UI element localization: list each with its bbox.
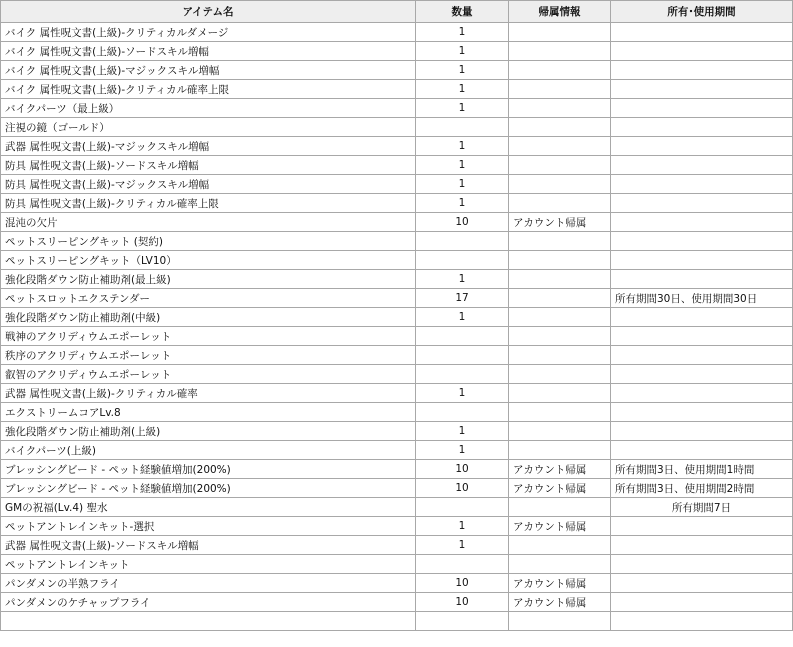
table-body xyxy=(1,23,793,631)
header-item-name: アイテム名 xyxy=(1,1,416,23)
binding-cell xyxy=(509,384,611,403)
period-cell xyxy=(611,593,793,612)
table-row xyxy=(1,23,793,42)
table-row xyxy=(1,61,793,80)
period-cell xyxy=(611,232,793,251)
table-row xyxy=(1,99,793,118)
item-name-cell: 秩序のアクリディウムエポーレット xyxy=(1,346,416,365)
period-cell xyxy=(611,175,793,194)
period-cell xyxy=(611,213,793,232)
period-cell xyxy=(611,555,793,574)
table-row xyxy=(1,384,793,403)
quantity-cell: 1 xyxy=(416,517,509,536)
table-row xyxy=(1,308,793,327)
table-row xyxy=(1,251,793,270)
item-name-cell: 武器 属性呪文書(上級)-クリティカル確率 xyxy=(1,384,416,403)
table-row xyxy=(1,213,793,232)
binding-cell xyxy=(509,175,611,194)
period-cell xyxy=(611,517,793,536)
item-name-cell: 混沌の欠片 xyxy=(1,213,416,232)
item-name-cell: 強化段階ダウン防止補助剤(中級) xyxy=(1,308,416,327)
item-name-cell: 武器 属性呪文書(上級)-マジックスキル増幅 xyxy=(1,137,416,156)
binding-cell xyxy=(509,536,611,555)
table-row xyxy=(1,498,793,517)
header-binding: 帰属情報 xyxy=(509,1,611,23)
quantity-cell xyxy=(416,612,509,631)
item-name-cell: ペットアントレインキット xyxy=(1,555,416,574)
binding-cell xyxy=(509,289,611,308)
period-cell: 所有期間3日、使用期間2時間 xyxy=(611,479,793,498)
table-row xyxy=(1,574,793,593)
binding-cell xyxy=(509,156,611,175)
item-name-cell: ブレッシングビード - ペット経験値増加(200%) xyxy=(1,479,416,498)
period-cell xyxy=(611,365,793,384)
item-name-cell: ブレッシングビード - ペット経験値増加(200%) xyxy=(1,460,416,479)
binding-cell xyxy=(509,232,611,251)
period-cell xyxy=(611,251,793,270)
binding-cell xyxy=(509,23,611,42)
header-row xyxy=(1,1,793,23)
table-row xyxy=(1,460,793,479)
period-cell xyxy=(611,137,793,156)
item-name-cell: 防具 属性呪文書(上級)-クリティカル確率上限 xyxy=(1,194,416,213)
period-cell xyxy=(611,403,793,422)
binding-cell xyxy=(509,194,611,213)
table-row xyxy=(1,118,793,137)
item-name-cell xyxy=(1,612,416,631)
binding-cell xyxy=(509,118,611,137)
binding-cell xyxy=(509,308,611,327)
quantity-cell xyxy=(416,365,509,384)
period-cell xyxy=(611,156,793,175)
header-period: 所有･使用期間 xyxy=(611,1,793,23)
table-row xyxy=(1,517,793,536)
binding-cell xyxy=(509,270,611,289)
quantity-cell: 1 xyxy=(416,156,509,175)
period-cell xyxy=(611,118,793,137)
binding-cell xyxy=(509,327,611,346)
quantity-cell: 1 xyxy=(416,61,509,80)
quantity-cell: 10 xyxy=(416,479,509,498)
period-cell: 所有期間3日、使用期間1時間 xyxy=(611,460,793,479)
item-name-cell: ペットスリーピングキット（LV10） xyxy=(1,251,416,270)
binding-cell: アカウント帰属 xyxy=(509,460,611,479)
quantity-cell xyxy=(416,555,509,574)
binding-cell xyxy=(509,555,611,574)
binding-cell xyxy=(509,42,611,61)
binding-cell xyxy=(509,403,611,422)
quantity-cell: 10 xyxy=(416,574,509,593)
binding-cell: アカウント帰属 xyxy=(509,517,611,536)
table-row xyxy=(1,365,793,384)
period-cell xyxy=(611,441,793,460)
binding-cell xyxy=(509,498,611,517)
period-cell xyxy=(611,23,793,42)
quantity-cell: 1 xyxy=(416,270,509,289)
quantity-cell: 1 xyxy=(416,536,509,555)
quantity-cell xyxy=(416,327,509,346)
binding-cell xyxy=(509,99,611,118)
period-cell xyxy=(611,308,793,327)
period-cell: 所有期間7日 xyxy=(611,498,793,517)
binding-cell xyxy=(509,422,611,441)
period-cell xyxy=(611,327,793,346)
quantity-cell xyxy=(416,232,509,251)
table-row xyxy=(1,175,793,194)
item-name-cell: バイク 属性呪文書(上級)-マジックスキル増幅 xyxy=(1,61,416,80)
period-cell xyxy=(611,536,793,555)
binding-cell: アカウント帰属 xyxy=(509,593,611,612)
item-name-cell: バイクパーツ（最上級） xyxy=(1,99,416,118)
quantity-cell: 1 xyxy=(416,194,509,213)
table-row xyxy=(1,137,793,156)
item-name-cell: 防具 属性呪文書(上級)-ソードスキル増幅 xyxy=(1,156,416,175)
binding-cell xyxy=(509,441,611,460)
item-name-cell: 叡智のアクリディウムエポーレット xyxy=(1,365,416,384)
item-name-cell: パンダメンの半熟フライ xyxy=(1,574,416,593)
table-row xyxy=(1,612,793,631)
quantity-cell xyxy=(416,118,509,137)
item-name-cell: ペットアントレインキット-選択 xyxy=(1,517,416,536)
table-row xyxy=(1,479,793,498)
quantity-cell: 1 xyxy=(416,137,509,156)
item-name-cell: 強化段階ダウン防止補助剤(上級) xyxy=(1,422,416,441)
quantity-cell: 1 xyxy=(416,80,509,99)
quantity-cell: 17 xyxy=(416,289,509,308)
binding-cell xyxy=(509,137,611,156)
quantity-cell: 1 xyxy=(416,441,509,460)
period-cell xyxy=(611,42,793,61)
quantity-cell: 1 xyxy=(416,42,509,61)
item-name-cell: パンダメンのケチャップフライ xyxy=(1,593,416,612)
item-name-cell: 注視の鏡（ゴールド） xyxy=(1,118,416,137)
table-row xyxy=(1,80,793,99)
period-cell xyxy=(611,194,793,213)
binding-cell xyxy=(509,80,611,99)
binding-cell xyxy=(509,346,611,365)
table-row xyxy=(1,422,793,441)
table-header xyxy=(1,1,793,23)
quantity-cell: 10 xyxy=(416,593,509,612)
binding-cell xyxy=(509,61,611,80)
table-row xyxy=(1,156,793,175)
table-row xyxy=(1,327,793,346)
item-name-cell: 戦神のアクリディウムエポーレット xyxy=(1,327,416,346)
binding-cell xyxy=(509,251,611,270)
item-name-cell: エクストリームコアLv.8 xyxy=(1,403,416,422)
item-name-cell: バイクパーツ(上級) xyxy=(1,441,416,460)
table-row xyxy=(1,593,793,612)
binding-cell xyxy=(509,612,611,631)
period-cell xyxy=(611,422,793,441)
period-cell xyxy=(611,80,793,99)
item-name-cell: GMの祝福(Lv.4) 聖水 xyxy=(1,498,416,517)
item-name-cell: ペットスリーピングキット (契約) xyxy=(1,232,416,251)
table-row xyxy=(1,270,793,289)
quantity-cell xyxy=(416,346,509,365)
period-cell: 所有期間30日、使用期間30日 xyxy=(611,289,793,308)
header-quantity: 数量 xyxy=(416,1,509,23)
binding-cell xyxy=(509,365,611,384)
table-row xyxy=(1,289,793,308)
table-row xyxy=(1,555,793,574)
quantity-cell: 10 xyxy=(416,460,509,479)
period-cell xyxy=(611,574,793,593)
binding-cell: アカウント帰属 xyxy=(509,479,611,498)
item-name-cell: 防具 属性呪文書(上級)-マジックスキル増幅 xyxy=(1,175,416,194)
period-cell xyxy=(611,99,793,118)
quantity-cell: 1 xyxy=(416,23,509,42)
quantity-cell xyxy=(416,498,509,517)
table-row xyxy=(1,42,793,61)
item-name-cell: バイク 属性呪文書(上級)-ソードスキル増幅 xyxy=(1,42,416,61)
binding-cell: アカウント帰属 xyxy=(509,574,611,593)
item-name-cell: ペットスロットエクステンダー xyxy=(1,289,416,308)
item-name-cell: バイク 属性呪文書(上級)-クリティカル確率上限 xyxy=(1,80,416,99)
period-cell xyxy=(611,61,793,80)
period-cell xyxy=(611,346,793,365)
quantity-cell: 1 xyxy=(416,175,509,194)
table-row xyxy=(1,403,793,422)
quantity-cell: 10 xyxy=(416,213,509,232)
table-row xyxy=(1,346,793,365)
quantity-cell: 1 xyxy=(416,422,509,441)
item-name-cell: バイク 属性呪文書(上級)-クリティカルダメージ xyxy=(1,23,416,42)
item-name-cell: 強化段階ダウン防止補助剤(最上級) xyxy=(1,270,416,289)
quantity-cell xyxy=(416,251,509,270)
quantity-cell: 1 xyxy=(416,384,509,403)
period-cell xyxy=(611,612,793,631)
quantity-cell: 1 xyxy=(416,99,509,118)
quantity-cell: 1 xyxy=(416,308,509,327)
item-name-cell: 武器 属性呪文書(上級)-ソードスキル増幅 xyxy=(1,536,416,555)
period-cell xyxy=(611,384,793,403)
binding-cell: アカウント帰属 xyxy=(509,213,611,232)
table-row xyxy=(1,536,793,555)
table-row xyxy=(1,441,793,460)
quantity-cell xyxy=(416,403,509,422)
table-row xyxy=(1,232,793,251)
period-cell xyxy=(611,270,793,289)
table-row xyxy=(1,194,793,213)
